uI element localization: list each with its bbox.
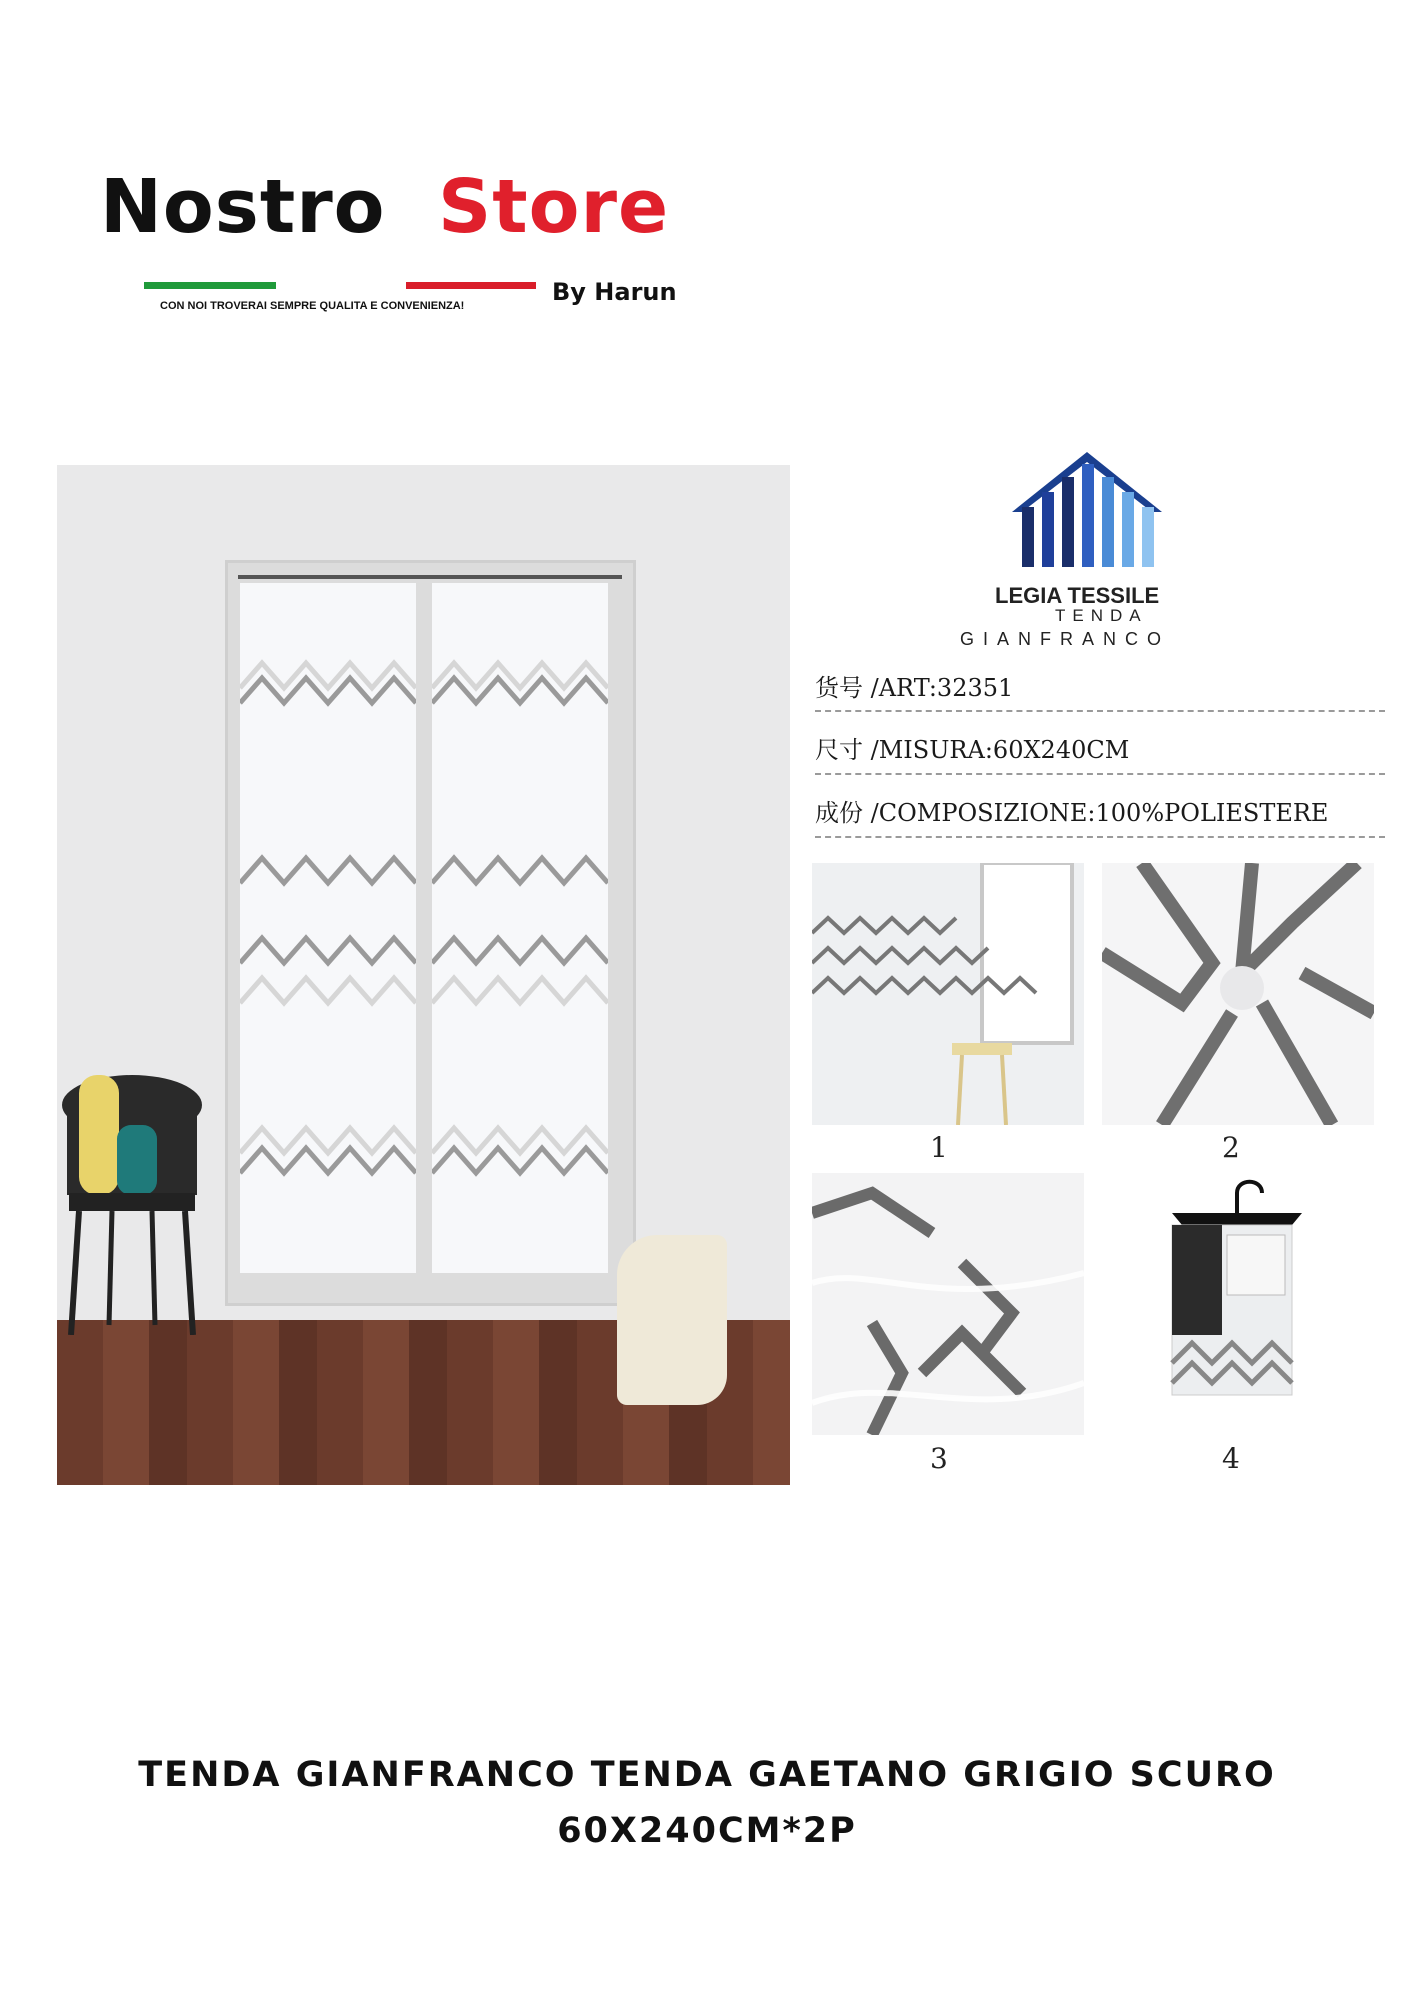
brand-block — [955, 583, 1225, 663]
caption-line-1: TENDA GIANFRANCO TENDA GAETANO GRIGIO SCURO — [138, 1755, 1276, 1795]
curtain-panel-left — [240, 583, 416, 1273]
curtain-window-photo — [812, 863, 1084, 1125]
spec-divider — [815, 836, 1385, 838]
store-logo — [100, 164, 700, 320]
thumbnail-number: 1 — [930, 1131, 948, 1164]
spec-divider — [815, 773, 1385, 775]
fabric-swirl-photo — [1102, 863, 1374, 1125]
spec-misura: 尺寸 /MISURA:60X240CM — [815, 736, 1130, 764]
logo-word-nostro: Nostro — [100, 164, 386, 250]
thumbnail-1 — [812, 863, 1084, 1125]
spec-divider — [815, 710, 1385, 712]
thumbnail-number: 3 — [930, 1442, 948, 1475]
brand-line-tenda: TENDA — [1055, 606, 1148, 625]
brand-line-gianfranco: GIANFRANCO — [960, 629, 1171, 649]
logo-red-bar — [406, 282, 536, 289]
spec-art: 货号 /ART:32351 — [815, 674, 1014, 702]
thumbnail-4 — [1102, 1173, 1374, 1435]
door-frame — [225, 560, 636, 1306]
house-bars-logo-icon — [1012, 452, 1162, 572]
logo-byline: By Harun — [552, 278, 677, 306]
thumbnail-number: 2 — [1222, 1131, 1240, 1164]
logo-green-bar — [144, 282, 276, 289]
package-photo — [1102, 1173, 1374, 1435]
chair-illustration — [57, 1065, 207, 1335]
thumbnail-number: 4 — [1222, 1442, 1240, 1475]
zigzag-pattern-left — [240, 583, 416, 1273]
logo-word-store: Store — [438, 164, 670, 250]
thumbnail-3 — [812, 1173, 1084, 1435]
logo-tagline: CON NOI TROVERAI SEMPRE QUALITA E CONVENIENZA! — [160, 300, 465, 312]
cream-throw-blanket — [617, 1235, 727, 1405]
thumbnail-2 — [1102, 863, 1374, 1125]
curtain-rod — [238, 575, 622, 579]
spec-composizione: 成份 /COMPOSIZIONE:100%POLIESTERE — [815, 799, 1329, 827]
main-product-photo — [57, 465, 790, 1485]
product-caption — [80, 1747, 1334, 1859]
caption-line-2: 60X240CM*2P — [557, 1811, 857, 1851]
zigzag-pattern-right — [432, 583, 608, 1273]
brand-name: LEGIA TESSILE — [995, 583, 1160, 608]
fabric-folds-photo — [812, 1173, 1084, 1435]
curtain-panel-right — [432, 583, 608, 1273]
